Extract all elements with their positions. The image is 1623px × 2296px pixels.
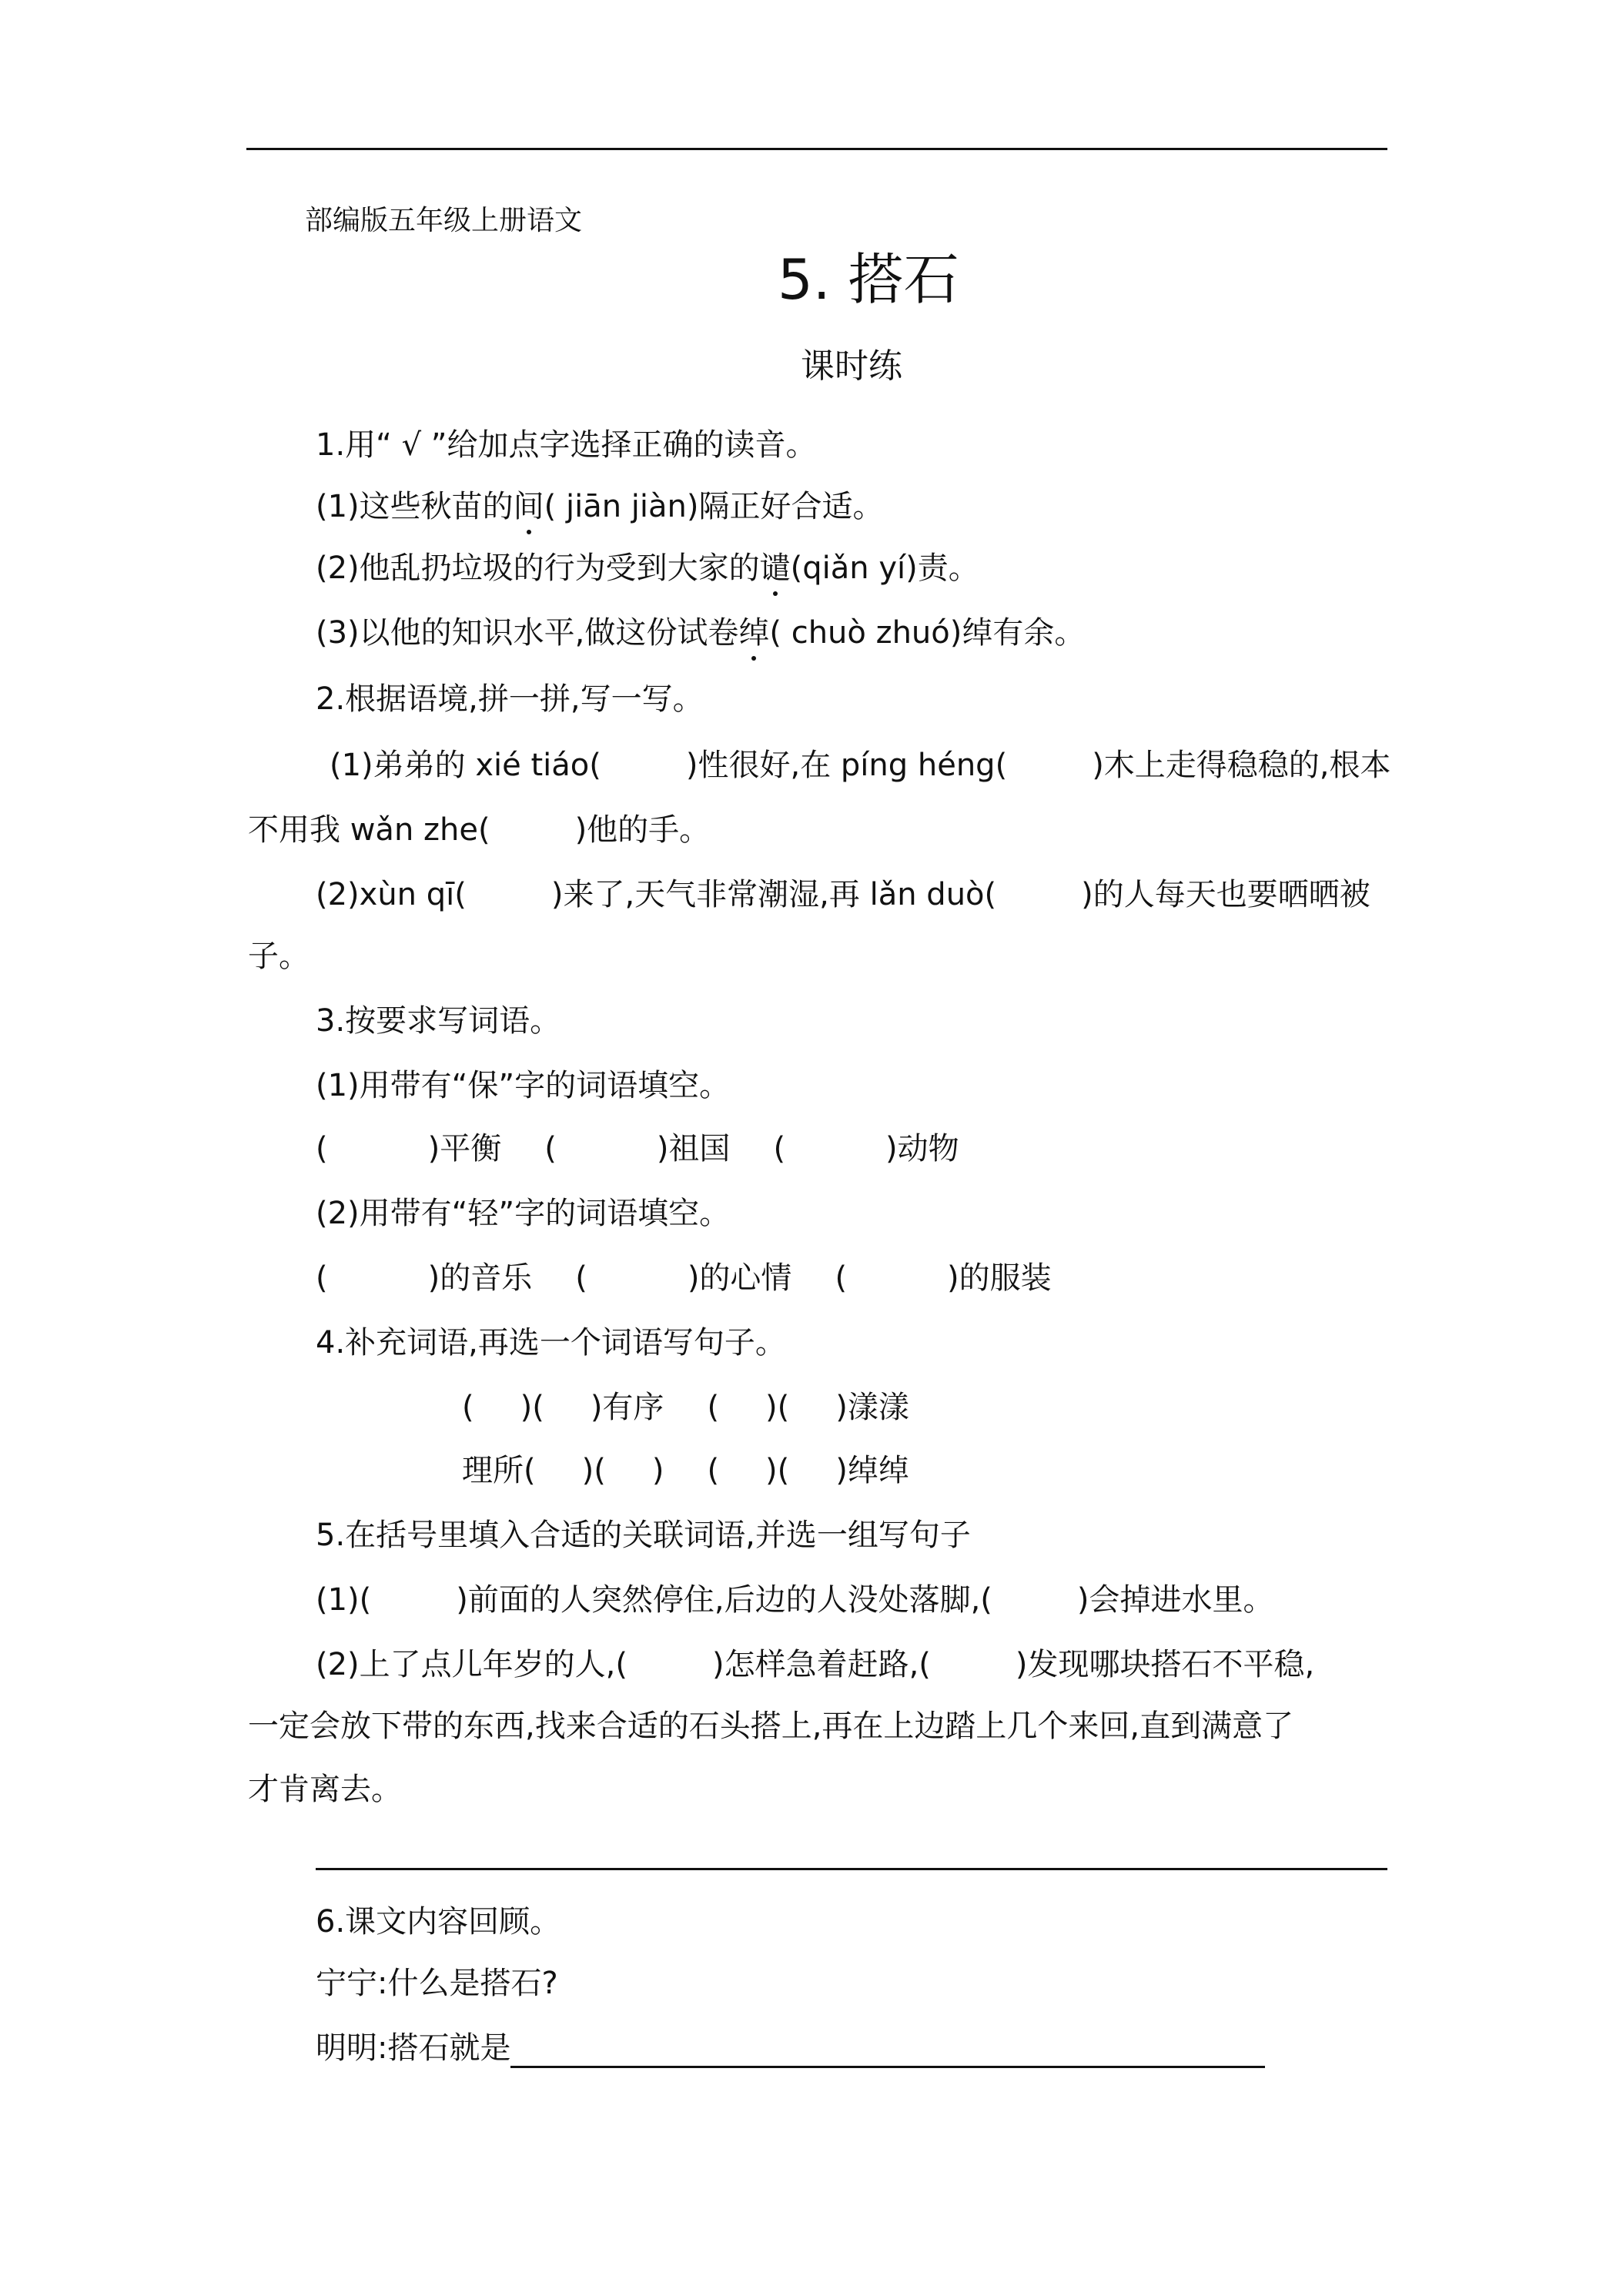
q4-text: )漾漾: [835, 1390, 909, 1425]
writing-line[interactable]: [316, 1868, 1387, 1870]
q4-text: )(: [520, 1390, 544, 1425]
q1-item-1-pre: (1)这些秋苗的: [316, 489, 514, 524]
q3-sub-2: (2)用带有“轻”字的词语填空。: [316, 1196, 731, 1231]
q1-item-3-dotted-char: 绰: [738, 613, 769, 653]
q2-text: 不用我 wǎn zhe(: [248, 812, 490, 848]
header-subtitle: 部编版五年级上册语文: [305, 205, 583, 236]
q5-item-2-line-2: 一定会放下带的东西,找来合适的石头搭上,再在上边踏上几个来回,直到满意了: [248, 1709, 1294, 1744]
q4-text: (: [462, 1390, 474, 1425]
q2-text: )木上走得稳稳的,根本: [1092, 748, 1391, 783]
q2-text: )的人每天也要晒晒被: [1081, 877, 1370, 912]
q2-prompt: 2.根据语境,拼一拼,写一写。: [316, 681, 704, 717]
q2-item-2-line-1: [316, 875, 1370, 915]
q3-sub-2-blanks: [316, 1258, 1052, 1298]
q1-prompt: 1.用“ √ ”给加点字选择正确的读音。: [316, 427, 817, 463]
q5-text: (2)上了点儿年岁的人,(: [316, 1647, 627, 1682]
q4-text: (: [707, 1453, 720, 1488]
page-subheading: 课时练: [801, 346, 902, 386]
q6-line-1: 宁宁:什么是搭石?: [316, 1966, 558, 2001]
q5-prompt: 5.在括号里填入合适的关联词语,并选一组写句子: [316, 1518, 971, 1553]
q1-item-1-post: ( jiān jiàn)隔正好合适。: [544, 489, 884, 524]
q5-text: )前面的人突然停住,后边的人没处落脚,(: [456, 1582, 992, 1618]
q4-text: )(: [765, 1453, 790, 1488]
q5-text: )怎样急着赶路,(: [711, 1647, 931, 1682]
q1-item-1: [316, 487, 884, 527]
q3-prompt: 3.按要求写词语。: [316, 1003, 561, 1039]
q1-item-3: [316, 613, 1085, 653]
q1-item-2-dotted-char: 谴: [760, 548, 791, 588]
q3-text: (: [773, 1131, 786, 1166]
q1-item-1-dotted-char: 间: [514, 487, 544, 527]
q2-text: )他的手。: [574, 812, 711, 848]
q5-item-2-line-1: [316, 1645, 1314, 1685]
q3-text: )的心情: [687, 1260, 792, 1296]
q3-text: )的音乐: [427, 1260, 533, 1296]
q3-text: )的服装: [947, 1260, 1052, 1296]
q4-row-2: [462, 1451, 909, 1491]
q5-item-2-line-3: 才肯离去。: [248, 1772, 402, 1807]
q6-line-2: [316, 2028, 1265, 2068]
q5-text: )发现哪块搭石不平稳,: [1015, 1647, 1315, 1682]
top-rule: [246, 148, 1387, 150]
q1-item-2: [316, 548, 979, 588]
q1-item-2-post: (qiǎn yí)责。: [790, 551, 979, 586]
q4-text: )有序: [590, 1390, 664, 1425]
q3-text: (: [316, 1260, 328, 1296]
q1-item-2-pre: (2)他乱扔垃圾的行为受到大家的: [316, 551, 760, 586]
q2-text: )性很好,在 píng héng(: [685, 748, 1008, 783]
q3-text: (: [835, 1260, 848, 1296]
q2-item-1-line-1: [330, 745, 1391, 785]
q3-text: (: [316, 1131, 328, 1166]
q5-text: (1)(: [316, 1582, 372, 1618]
page-title: 5. 搭石: [778, 247, 959, 312]
q4-text: (: [707, 1390, 720, 1425]
q4-text: ): [651, 1453, 664, 1488]
q3-text: )祖国: [656, 1131, 731, 1166]
q3-text: (: [575, 1260, 587, 1296]
q3-sub-1-blanks: [316, 1129, 959, 1169]
q2-item-2-line-2: 子。: [248, 939, 310, 974]
q4-row-1: [462, 1387, 909, 1427]
q6-prompt: 6.课文内容回顾。: [316, 1904, 561, 1940]
q4-text: )(: [765, 1390, 790, 1425]
q3-text: (: [544, 1131, 557, 1166]
answer-underline[interactable]: [510, 2035, 1265, 2068]
q2-text: (1)弟弟的 xié tiáo(: [330, 748, 601, 783]
q2-text: (2)xùn qī(: [316, 877, 467, 912]
q5-item-1: [316, 1580, 1274, 1620]
q5-text: )会掉进水里。: [1076, 1582, 1274, 1618]
q2-text: )来了,天气非常潮湿,再 lǎn duò(: [550, 877, 997, 912]
q1-item-3-post: ( chuò zhuó)绰有余。: [769, 615, 1086, 651]
q3-text: )动物: [885, 1131, 959, 1166]
q4-text: )绰绰: [835, 1453, 909, 1488]
q2-item-1-line-2: [248, 810, 710, 850]
q6-text: 明明:搭石就是: [316, 2030, 511, 2066]
q4-prompt: 4.补充词语,再选一个词语写句子。: [316, 1325, 786, 1361]
q4-text: 理所(: [462, 1453, 536, 1488]
q3-text: )平衡: [427, 1131, 502, 1166]
q1-item-3-pre: (3)以他的知识水平,做这份试卷: [316, 615, 739, 651]
q3-sub-1: (1)用带有“保”字的词语填空。: [316, 1068, 731, 1103]
q4-text: )(: [581, 1453, 606, 1488]
